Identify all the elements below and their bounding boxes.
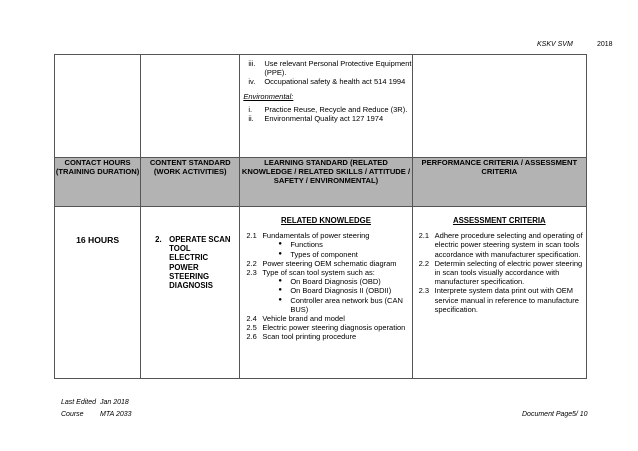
list-item: ● Controller area network bus (CAN BUS) (278, 296, 411, 314)
footer-course-label: Course (61, 411, 84, 418)
content-standard-text: OPERATE SCAN TOOL ELECTRIC POWER STEERING DIAGNOSIS (169, 235, 231, 291)
list-item: 2.2 Determin selecting of electric power steering in scan tools visually accordance with manufacturer specification. (418, 258, 583, 287)
top-cell-4 (412, 55, 586, 158)
header-org: KSKV SVM (537, 41, 573, 48)
column-header-contact: CONTACT HOURS (TRAINING DURATION) (55, 158, 141, 207)
assessment-criteria-cell (412, 207, 586, 379)
header-year: 2018 (597, 41, 613, 48)
list-item: ● Functions (278, 240, 411, 249)
knowledge-list (240, 231, 411, 341)
list-item: iii. Use relevant Personal Protective Equipment (PPE). (248, 59, 412, 78)
assessment-list (413, 231, 586, 314)
list-item: ● Types of component (278, 250, 411, 259)
related-knowledge-title: RELATED KNOWLEDGE (281, 216, 371, 225)
list-item: iv. Occupational safety & health act 514 1994 (248, 77, 406, 87)
column-header-content: CONTENT STANDARD (WORK ACTIVITIES) (141, 158, 240, 207)
column-header-learning: LEARNING STANDARD (RELATED KNOWLEDGE / RELATED SKILLS / ATTITUDE / SAFETY / ENVIRONMENTAL) (240, 158, 412, 207)
list-item: ● On Board Diagnosis II (OBDII) (278, 286, 411, 295)
table-header-row (55, 158, 587, 207)
top-cell-2 (141, 55, 240, 158)
column-header-performance: PERFORMANCE CRITERIA / ASSESSMENT CRITERIA (412, 158, 586, 207)
list-item: ● On Board Diagnosis (OBD) (278, 277, 411, 286)
footer-page-value: 5/ 10 (572, 411, 588, 418)
list-item: 2.3 Interprete system data print out with OEM service manual in reference to manufacture specification. (418, 286, 579, 314)
footer-edited-value: Jan 2018 (100, 399, 129, 406)
footer-edited-label: Last Edited (61, 399, 97, 406)
assessment-criteria-title: ASSESSMENT CRITERIA (452, 216, 546, 225)
related-knowledge-cell (240, 207, 412, 379)
environmental-list (240, 105, 411, 123)
top-cell-1 (55, 55, 141, 158)
list-item: 2.2 Power steering OEM schematic diagram (246, 258, 397, 268)
contact-hours-value: 16 HOURS (76, 235, 120, 245)
footer-page-label: Document Page (522, 411, 573, 418)
table-row (55, 207, 587, 379)
content-standard-cell (141, 207, 240, 379)
list-item: 2.6 Scan tool printing procedure (246, 332, 357, 342)
curriculum-table (54, 54, 587, 379)
list-item: 2.4 Vehicle brand and model (246, 314, 345, 324)
content-standard-number: 2. (155, 235, 162, 244)
list-item: ii. Environmental Quality act 127 1974 (248, 114, 384, 124)
table-row (55, 55, 587, 158)
environmental-label: Environmental: (243, 91, 294, 101)
list-item: 2.3 Type of scan tool system such as: ● On Board Diagnosis (OBD) ● On Board Diagnosis II (OBDII) ● Controller area network bus (CAN BUS) (246, 268, 411, 314)
list-item: i. Practice Reuse, Recycle and Reduce (3R). (248, 104, 408, 114)
list-item: 2.1 Fundamentals of power steering ● Functions ● Types of component (246, 231, 411, 259)
footer-course-value: MTA 2033 (100, 411, 132, 418)
list-item: 2.1 Adhere procedure selecting and operating of electric power steering system in scan tools accordance with manufacturer specification. (418, 231, 583, 259)
list-item: 2.5 Electric power steering diagnosis operation (246, 323, 406, 333)
safety-list (240, 55, 411, 87)
top-cell-learning (240, 55, 412, 158)
contact-hours-cell (55, 207, 141, 379)
